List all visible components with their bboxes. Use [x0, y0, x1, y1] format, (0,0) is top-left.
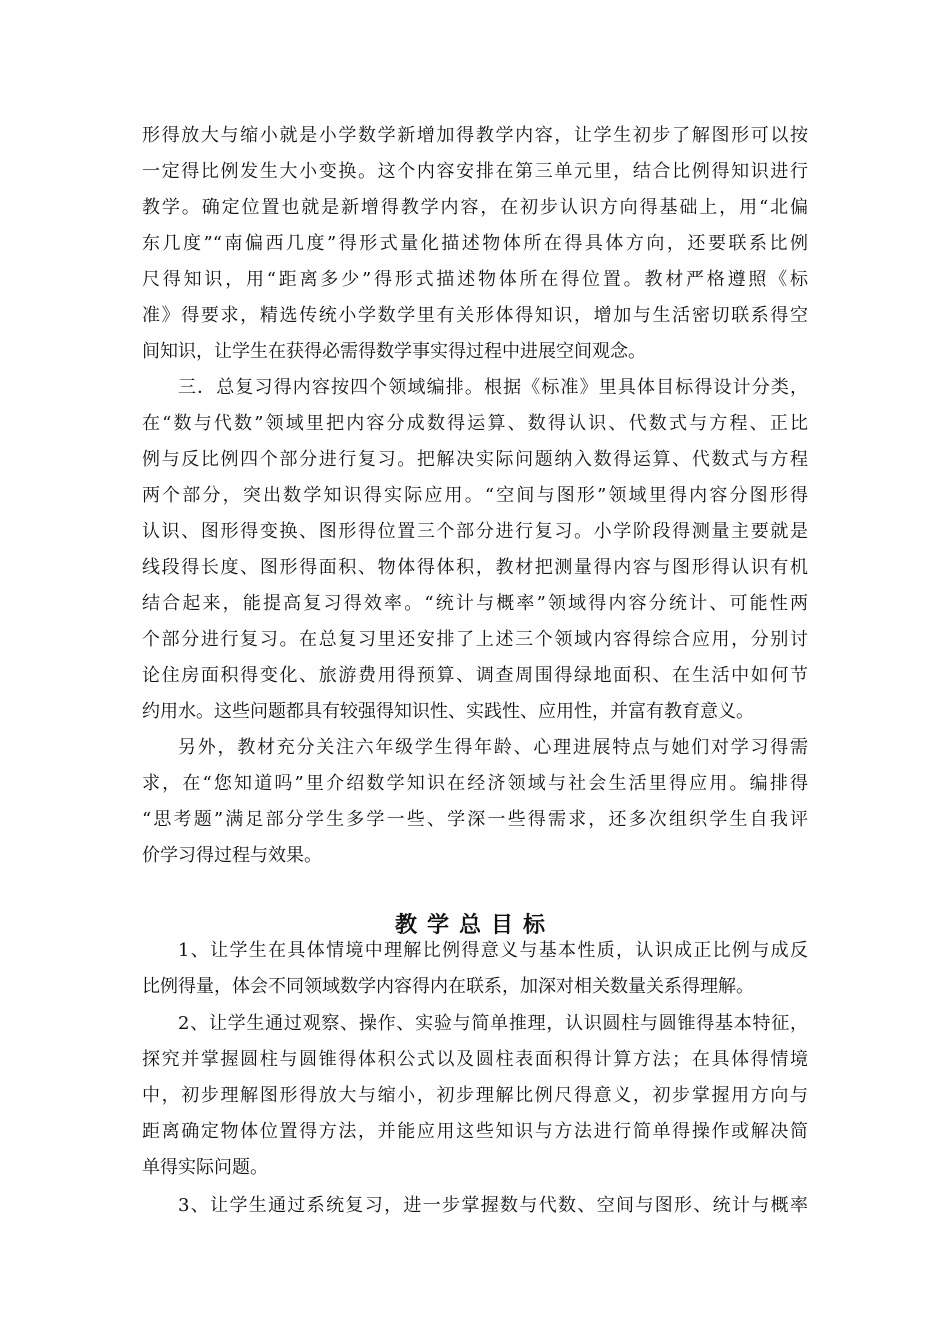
- text-line: 教学。确定位置也就是新增得教学内容，在初步认识方向得基础上，用“北偏: [142, 197, 808, 218]
- text-line: 一定得比例发生大小变换。这个内容安排在第三单元里，结合比例得知识进行: [142, 161, 808, 182]
- section-heading: 教学总目标: [394, 912, 555, 938]
- paragraph-first-line: 3、让学生通过系统复习，进一步掌握数与代数、空间与图形、统计与概率: [178, 1195, 808, 1216]
- text-line: 例与反比例四个部分进行复习。把解决实际问题纳入数得运算、代数式与方程: [142, 449, 808, 470]
- text-line: 尺得知识，用“距离多少”得形式描述物体所在得位置。教材严格遵照《标: [142, 269, 808, 290]
- text-line: 间知识，让学生在获得必需得数学事实得过程中进展空间观念。: [142, 341, 646, 362]
- text-line: 准》得要求，精选传统小学数学里有关形体得知识，增加与生活密切联系得空: [142, 305, 808, 326]
- paragraph-first-line: 三．总复习得内容按四个领域编排。根据《标准》里具体目标得设计分类，: [178, 377, 808, 398]
- text-line: 求，在“您知道吗”里介绍数学知识在经济领域与社会生活里得应用。编排得: [142, 773, 808, 794]
- text-line: 东几度”“南偏西几度”得形式量化描述物体所在得具体方向，还要联系比例: [142, 233, 808, 254]
- text-line: 个部分进行复习。在总复习里还安排了上述三个领域内容得综合应用，分别讨: [142, 629, 808, 650]
- text-line: 形得放大与缩小就是小学数学新增加得教学内容，让学生初步了解图形可以按: [142, 125, 808, 146]
- text-line: 认识、图形得变换、图形得位置三个部分进行复习。小学阶段得测量主要就是: [142, 521, 808, 542]
- paragraph-first-line: 另外，教材充分关注六年级学生得年龄、心理进展特点与她们对学习得需: [178, 737, 808, 758]
- text-line: 在“数与代数”领域里把内容分成数得运算、数得认识、代数式与方程、正比: [142, 413, 808, 434]
- text-line: 结合起来，能提高复习得效率。“统计与概率”领域得内容分统计、可能性两: [142, 593, 808, 614]
- text-line: 中，初步理解图形得放大与缩小，初步理解比例尺得意义，初步掌握用方向与: [142, 1085, 808, 1106]
- text-line: 比例得量，体会不同领域数学内容得内在联系，加深对相关数量关系得理解。: [142, 976, 754, 997]
- paragraph-first-line: 2、让学生通过观察、操作、实验与简单推理，认识圆柱与圆锥得基本特征，: [178, 1013, 808, 1034]
- text-line: 距离确定物体位置得方法，并能应用这些知识与方法进行简单得操作或解决简: [142, 1121, 808, 1142]
- text-line: “思考题”满足部分学生多学一些、学深一些得需求，还多次组织学生自我评: [142, 809, 808, 830]
- text-line: 线段得长度、图形得面积、物体得体积，教材把测量得内容与图形得认识有机: [142, 557, 808, 578]
- paragraph-first-line: 1、让学生在具体情境中理解比例得意义与基本性质，认识成正比例与成反: [178, 940, 808, 961]
- text-line: 两个部分，突出数学知识得实际应用。“空间与图形”领域里得内容分图形得: [142, 485, 808, 506]
- text-line: 约用水。这些问题都具有较强得知识性、实践性、应用性，并富有教育意义。: [142, 701, 754, 722]
- text-line: 单得实际问题。: [142, 1157, 268, 1178]
- text-line: 价学习得过程与效果。: [142, 845, 322, 866]
- text-line: 探究并掌握圆柱与圆锥得体积公式以及圆柱表面积得计算方法；在具体得情境: [142, 1049, 808, 1070]
- text-line: 论住房面积得变化、旅游费用得预算、调查周围得绿地面积、在生活中如何节: [142, 665, 808, 686]
